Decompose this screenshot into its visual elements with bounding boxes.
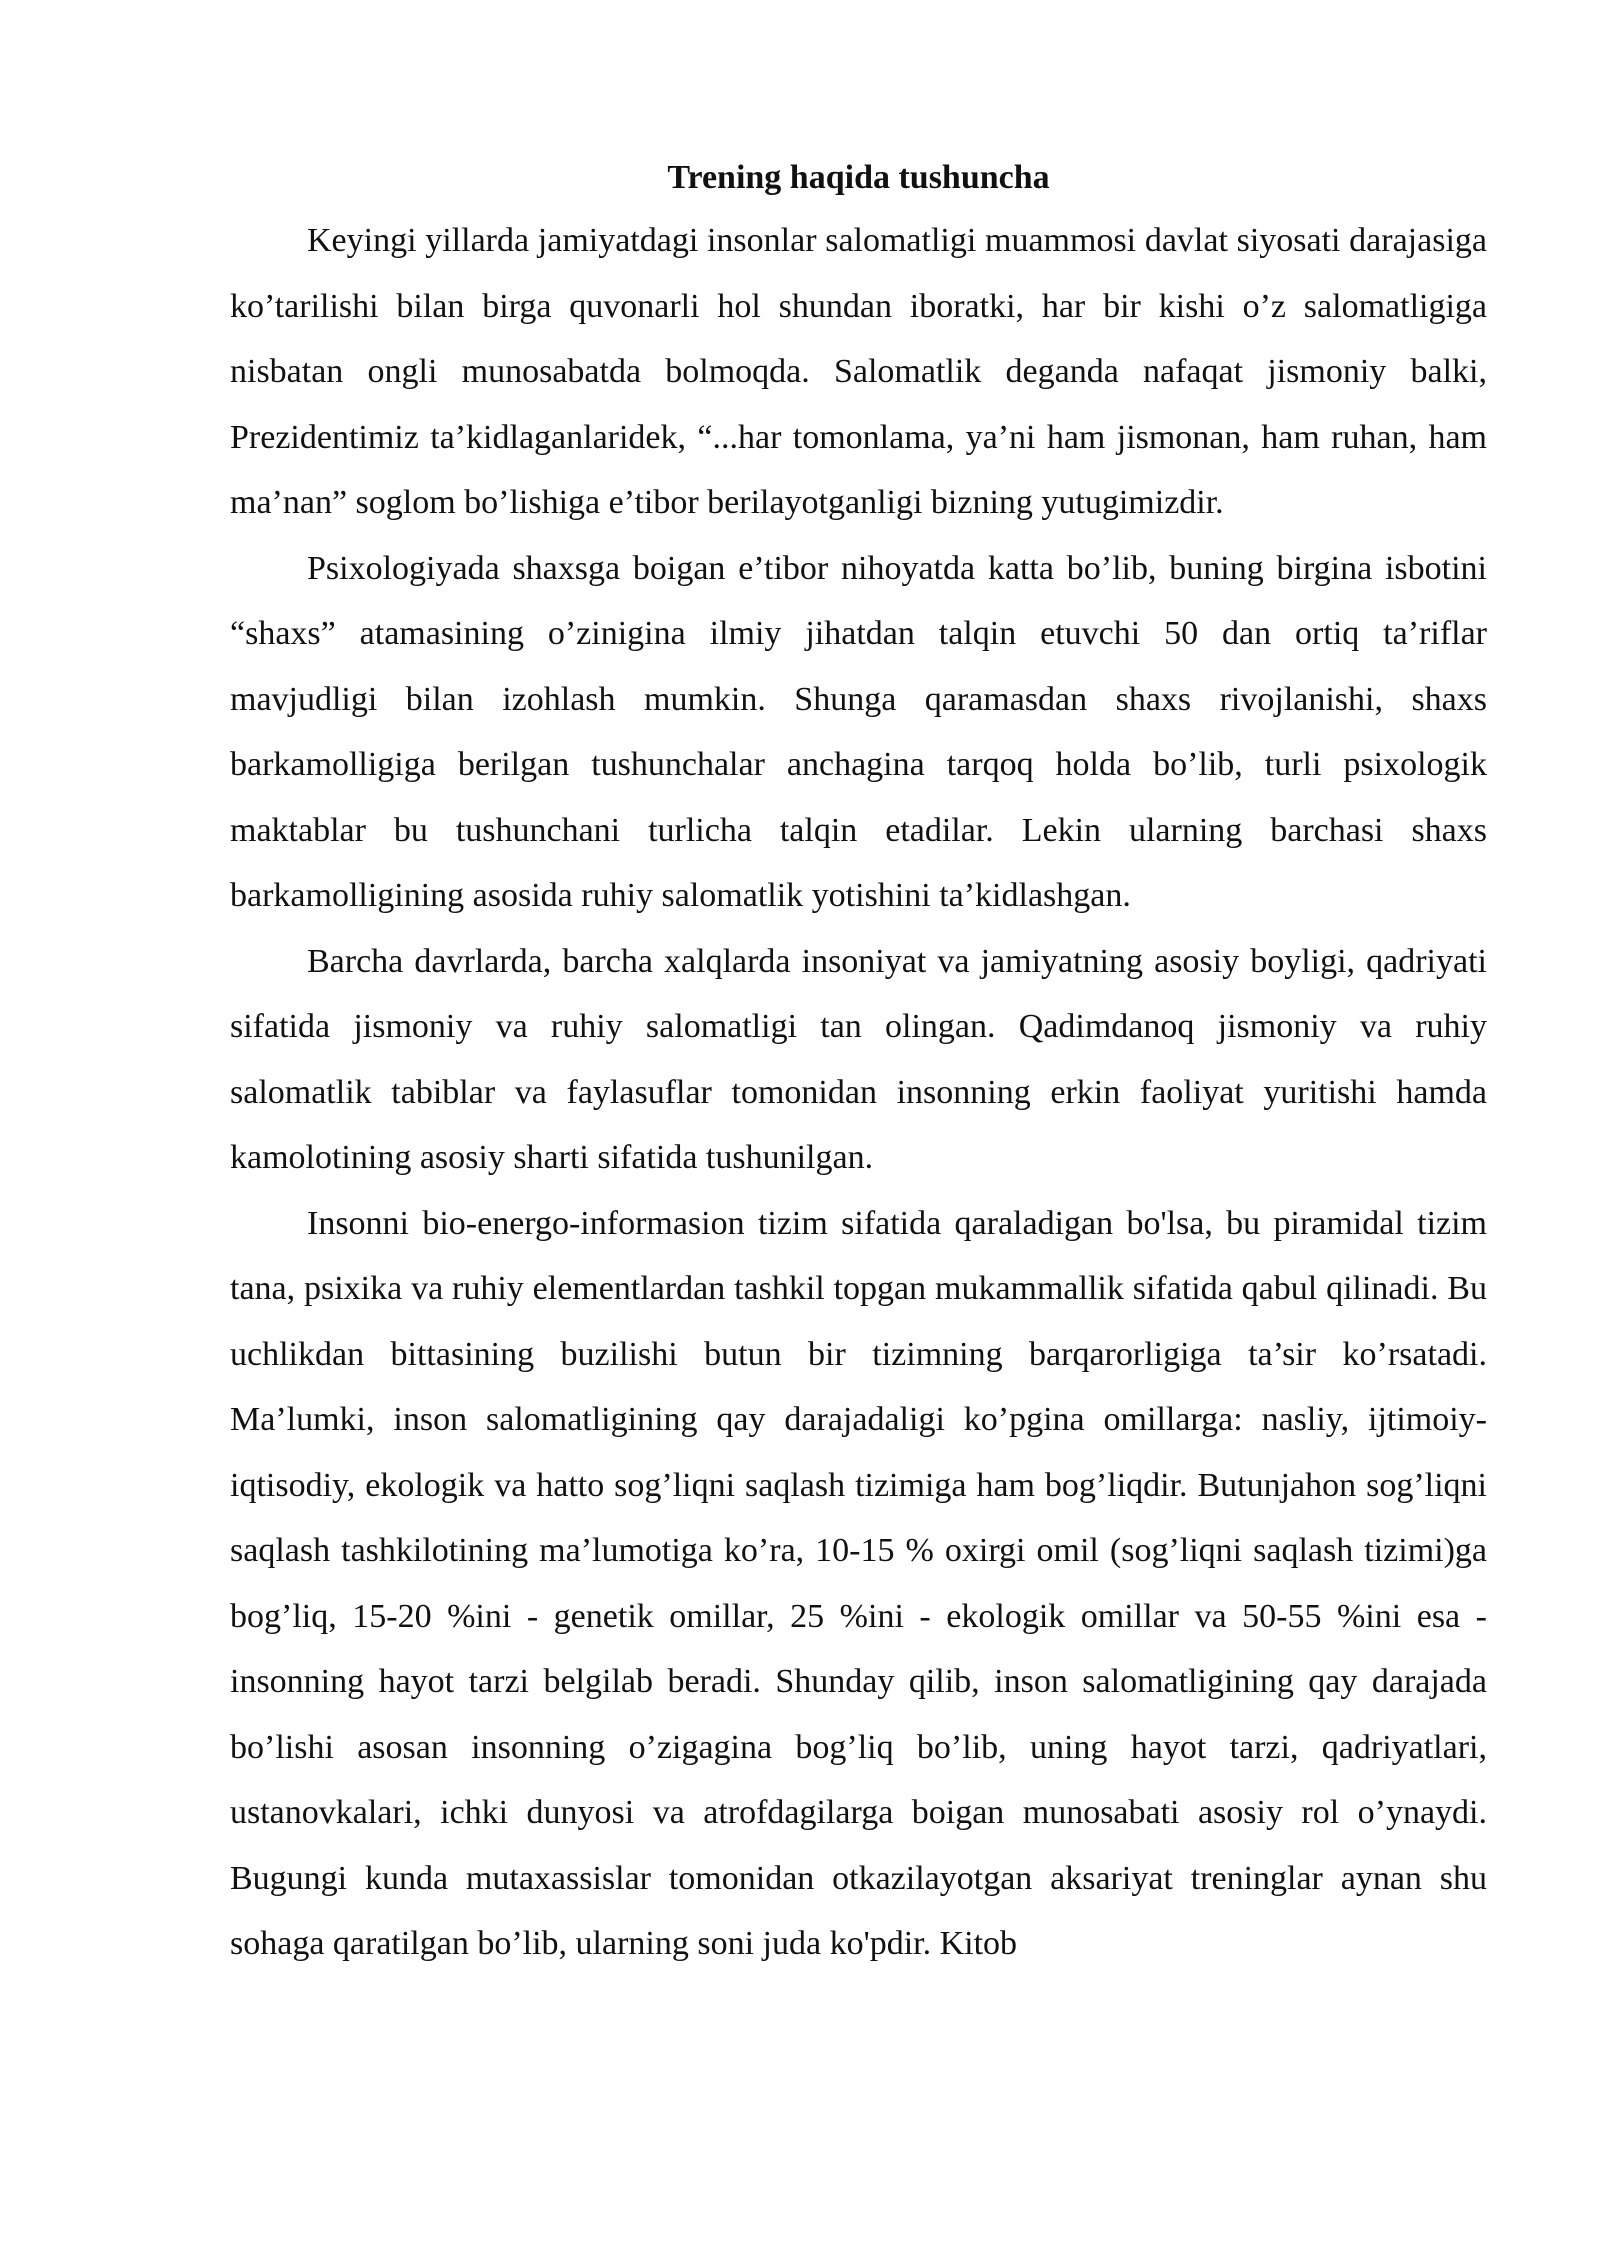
paragraph-historical-health: Barcha davrlarda, barcha xalqlarda insoniyat va jamiyatning asosiy boyligi, qadriyati sifatida jismoniy va ruhiy salomatligi tan olingan. Qadimdanoq jismoniy va ruhiy salomatlik tabiblar va faylasuflar tomonidan insonning erkin faoliyat yuritishi hamda kamolotining asosiy sharti sifatida tushunilgan. [230,942,1487,1176]
paragraph-health-policy: Keyingi yillarda jamiyatdagi insonlar salomatligi muammosi davlat siyosati darajasiga ko’tarilishi bilan birga quvonarli hol shundan iboratki, har bir kishi o’z salomatligiga nisbatan ongli munosabatda bolmoqda. Salomatlik deganda nafaqat jismoniy balki, Prezidentimiz ta’kidlaganlaridek, “...har tomonlama, ya’ni ham jismonan, ham ruhan, ham ma’nan” soglom bo’lishiga e’tibor berilayotganligi bizning yutugimizdir. [230,222,1487,521]
document-body [230,148,1487,1977]
paragraph-personality-psychology: Psixologiyada shaxsga boigan e’tibor nihoyatda katta bo’lib, buning birgina isbotini “shaxs” atamasining o’zinigina ilmiy jihatdan talqin etuvchi 50 dan ortiq ta’riflar mavjudligi bilan izohlash mumkin. Shunga qaramasdan shaxs rivojlanishi, shaxs barkamolligiga berilgan tushunchalar anchagina tarqoq holda bo’lib, turli psixologik maktablar bu tushunchani turlicha talqin etadilar. Lekin ularning barchasi shaxs barkamolligining asosida ruhiy salomatlik yotishini ta’kidlashgan. [230,549,1487,914]
document-title: Trening haqida tushuncha [667,159,1050,196]
paragraph-health-factors: Insonni bio-energo-informasion tizim sifatida qaraladigan bo'lsa, bu piramidal tizim tana, psixika va ruhiy elementlardan tashkil topgan mukammallik sifatida qabul qilinadi. Bu uchlikdan bittasining buzilishi butun bir tizimning barqarorligiga ta’sir ko’rsatadi. Ma’lumki, inson salomatligining qay darajadaligi ko’pgina omillarga: nasliy, ijtimoiy-iqtisodiy, ekologik va hatto sog’liqni saqlash tizimiga ham bog’liqdir. Butunjahon sog’liqni saqlash tashkilotining ma’lumotiga ko’ra, 10-15 % oxirgi omil (sog’liqni saqlash tizimi)ga bog’liq, 15-20 %ini - genetik omillar, 25 %ini - ekologik omillar va 50-55 %ini esa - insonning hayot tarzi belgilab beradi. Shunday qilib, inson salomatligining qay darajada bo’lishi asosan insonning o’zigagina bog’liq bo’lib, uning hayot tarzi, qadriyatlari, ustanovkalari, ichki dunyosi va atrofdagilarga boigan munosabati asosiy rol o’ynaydi. Bugungi kunda mutaxassislar tomonidan otkazilayotgan aksariyat treninglar aynan shu sohaga qaratilgan bo’lib, ularning soni juda ko'pdir. Kitob [230,1204,1487,1962]
